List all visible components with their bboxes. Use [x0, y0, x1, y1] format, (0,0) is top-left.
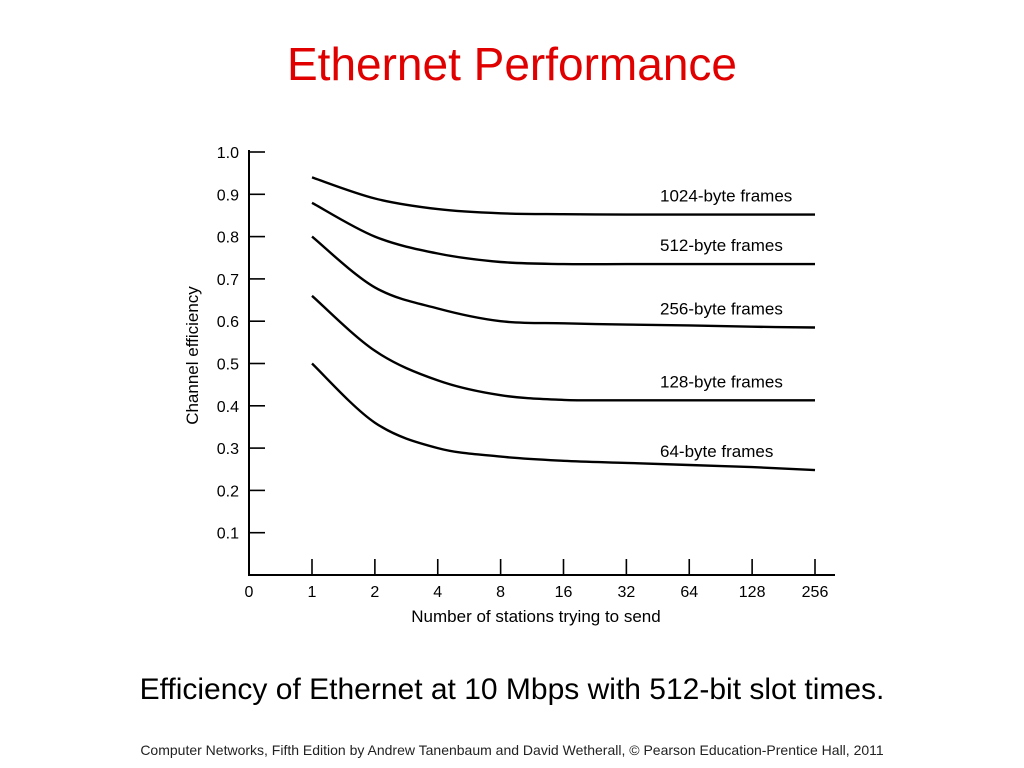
- x-tick-label: 8: [496, 584, 506, 601]
- x-tick-label: 0: [244, 584, 254, 601]
- x-tick-label: 64: [680, 584, 699, 601]
- slide-title: Ethernet Performance: [286, 38, 737, 90]
- y-axis-ticks: [217, 145, 265, 543]
- y-tick-label: 0.2: [216, 483, 239, 501]
- y-tick-label: 0.5: [216, 356, 239, 374]
- x-tick-label: 32: [617, 584, 636, 601]
- series-label: 64-byte frames: [660, 442, 774, 462]
- x-tick-label: 1: [307, 584, 317, 601]
- y-axis-title: Channel efficiency: [183, 286, 202, 425]
- chart-series-labels: [660, 187, 792, 461]
- x-tick-label: 256: [801, 584, 829, 601]
- y-tick-label: 0.3: [216, 441, 239, 459]
- x-tick-label: 2: [370, 584, 380, 601]
- series-label: 128-byte frames: [660, 372, 783, 392]
- y-tick-label: 0.6: [216, 314, 239, 332]
- chart-series: [312, 177, 815, 470]
- series-label: 256-byte frames: [660, 299, 783, 319]
- series-label: 512-byte frames: [660, 236, 783, 256]
- y-tick-label: 0.4: [216, 398, 239, 416]
- y-tick-label: 0.8: [216, 229, 239, 247]
- slide-footer: Computer Networks, Fifth Edition by Andrew Tanenbaum and David Wetherall, © Pearson Education-Prentice Hall, 2011: [140, 742, 884, 758]
- x-tick-label: 128: [738, 584, 766, 601]
- x-axis-ticks: [245, 559, 829, 601]
- series-label: 1024-byte frames: [660, 186, 793, 206]
- y-tick-label: 0.7: [216, 271, 239, 289]
- x-tick-label: 16: [554, 584, 573, 601]
- x-axis-title: Number of stations trying to send: [411, 607, 661, 626]
- y-tick-label: 1.0: [216, 145, 239, 162]
- x-tick-label: 4: [433, 584, 443, 601]
- y-tick-label: 0.1: [216, 525, 239, 543]
- slide-caption: Efficiency of Ethernet at 10 Mbps with 512-bit slot times.: [139, 673, 885, 706]
- y-tick-label: 0.9: [216, 187, 239, 205]
